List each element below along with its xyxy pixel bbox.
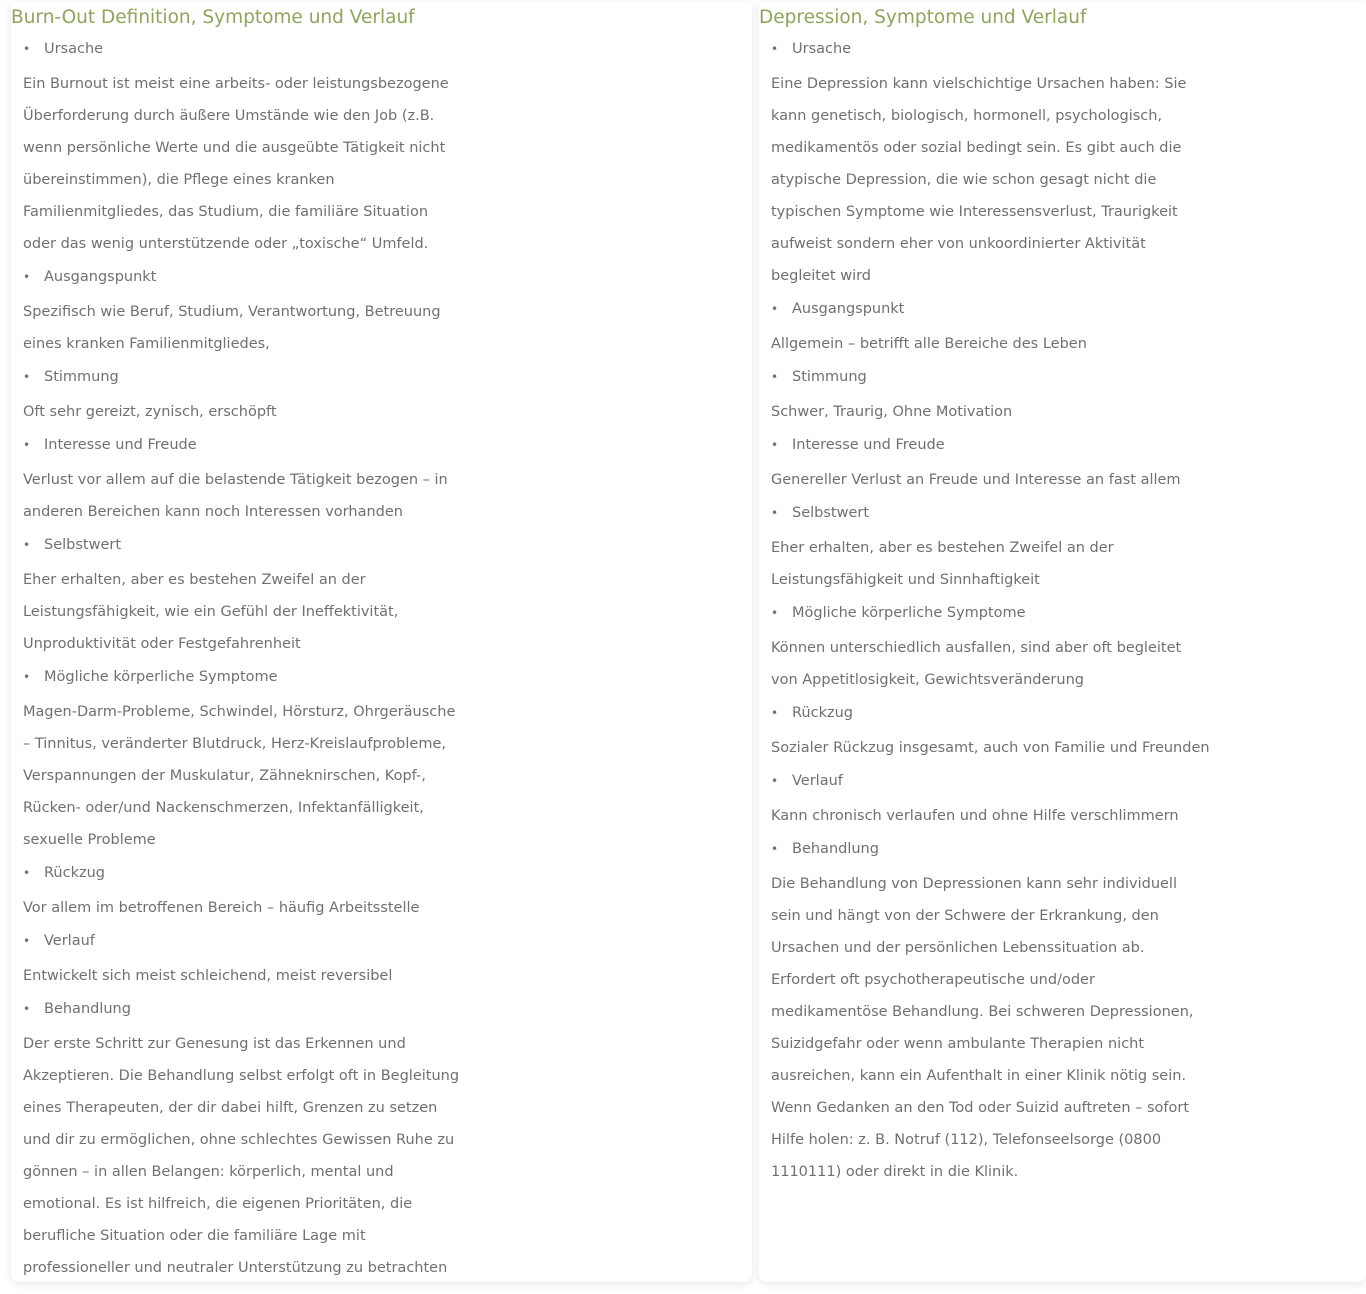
item-text: Die Behandlung von Depressionen kann sehr individuell sein und hängt von der Schwere der Erkrankung, den Ursachen und der persönlichen Lebenssituation ab. Erfordert oft psychotherapeutische und/oder medikamentöse Behandlung. Bei schweren Depressionen, Suizidgefahr oder wenn ambulante Therapien nicht ausreichen, kann ein Aufenthalt in einer Klinik nötig sein. Wenn Gedanken an den Tod oder Suizid auftreten – sofort Hilfe holen: z. B. Notruf (112), Telefonseelsorge (0800 1110111) oder direkt in die Klinik. [771,876,1194,1180]
bullet-icon: • [23,670,31,684]
bullet-icon: • [23,370,31,384]
item-heading: Ursache [44,41,104,57]
burnout-title: Burn-Out Definition, Symptome und Verlauf [11,7,415,28]
item-heading: Behandlung [44,1001,131,1017]
item-heading: Ursache [792,41,852,57]
burnout-item-interesse [23,428,463,528]
bullet-icon: • [771,302,779,316]
item-text: Spezifisch wie Beruf, Studium, Verantwortung, Betreuung eines kranken Familienmitgliedes, [23,304,441,352]
item-text: Schwer, Traurig, Ohne Motivation [771,404,1013,420]
depression-item-rueckzug [771,696,1211,764]
bullet-icon: • [771,706,779,720]
burnout-item-stimmung [23,360,463,428]
bullet-icon: • [771,774,779,788]
depression-item-stimmung [771,360,1211,428]
bullet-icon: • [771,438,779,452]
item-heading: Ausgangspunkt [44,269,157,285]
depression-title: Depression, Symptome und Verlauf [759,7,1087,28]
item-heading: Mögliche körperliche Symptome [792,605,1026,621]
item-heading: Interesse und Freude [792,437,945,453]
item-heading: Rückzug [792,705,853,721]
item-heading: Behandlung [792,841,879,857]
bullet-icon: • [771,506,779,520]
bullet-icon: • [23,270,31,284]
depression-item-ursache [771,32,1211,292]
bullet-icon: • [23,438,31,452]
burnout-item-symptome [23,660,463,856]
depression-list [771,32,1211,1188]
item-text: Können unterschiedlich ausfallen, sind aber oft begleitet von Appetitlosigkeit, Gewichtsveränderung [771,640,1182,688]
item-text: Kann chronisch verlaufen und ohne Hilfe verschlimmern [771,808,1179,824]
bullet-icon: • [771,842,779,856]
depression-item-ausgangspunkt [771,292,1211,360]
item-text: Eher erhalten, aber es bestehen Zweifel an der Leistungsfähigkeit, wie ein Gefühl der Ineffektivität, Unproduktivität oder Festgefahrenheit [23,572,399,652]
depression-column [759,0,1366,1282]
depression-item-symptome [771,596,1211,696]
item-heading: Ausgangspunkt [792,301,905,317]
item-text: Entwickelt sich meist schleichend, meist reversibel [23,968,393,984]
item-heading: Selbstwert [44,537,122,553]
bullet-icon: • [771,42,779,56]
item-heading: Interesse und Freude [44,437,197,453]
depression-item-verlauf [771,764,1211,832]
burnout-item-behandlung [23,992,463,1284]
burnout-list [23,32,463,1284]
item-text: Vor allem im betroffenen Bereich – häufig Arbeitsstelle [23,900,420,916]
depression-item-behandlung [771,832,1211,1188]
item-text: Der erste Schritt zur Genesung ist das Erkennen und Akzeptieren. Die Behandlung selbst erfolgt oft in Begleitung eines Therapeuten, der dir dabei hilft, Grenzen zu setzen und dir zu ermöglichen, ohne schlechtes Gewissen Ruhe zu gönnen – in allen Belangen: körperlich, mental und emotional. Es ist hilfreich, die eigenen Prioritäten, die berufliche Situation oder die familiäre Lage mit professioneller und neutraler Unterstützung zu betrachten [23,1036,460,1276]
item-heading: Rückzug [44,865,105,881]
bullet-icon: • [771,606,779,620]
burnout-item-ursache [23,32,463,260]
bullet-icon: • [771,370,779,384]
item-heading: Stimmung [44,369,119,385]
item-text: Magen-Darm-Probleme, Schwindel, Hörsturz, Ohrgeräusche – Tinnitus, veränderter Blutdruck, Herz-Kreislaufprobleme, Verspannungen der Muskulatur, Zähneknirschen, Kopf-, Rücken- oder/und Nackenschmerzen, Infektanfälligkeit, sexuelle Probleme [23,704,456,848]
item-heading: Selbstwert [792,505,870,521]
depression-item-interesse [771,428,1211,496]
burnout-item-ausgangspunkt [23,260,463,360]
item-heading: Mögliche körperliche Symptome [44,669,278,685]
item-text: Sozialer Rückzug insgesamt, auch von Familie und Freunden [771,740,1210,756]
item-text: Genereller Verlust an Freude und Interesse an fast allem [771,472,1181,488]
item-heading: Stimmung [792,369,867,385]
bullet-icon: • [23,1002,31,1016]
item-text: Allgemein – betrifft alle Bereiche des Leben [771,336,1087,352]
item-text: Eher erhalten, aber es bestehen Zweifel an der Leistungsfähigkeit und Sinnhaftigkeit [771,540,1114,588]
bullet-icon: • [23,934,31,948]
burnout-item-rueckzug [23,856,463,924]
depression-item-selbstwert [771,496,1211,596]
burnout-item-verlauf [23,924,463,992]
bullet-icon: • [23,866,31,880]
item-text: Ein Burnout ist meist eine arbeits- oder leistungsbezogene Überforderung durch äußere Umstände wie den Job (z.B. wenn persönliche Werte und die ausgeübte Tätigkeit nicht übereinstimmen), die Pflege eines kranken Familienmitgliedes, das Studium, die familiäre Situation oder das wenig unterstützende oder „toxische“ Umfeld. [23,76,449,252]
item-heading: Verlauf [44,933,95,949]
item-heading: Verlauf [792,773,843,789]
item-text: Oft sehr gereizt, zynisch, erschöpft [23,404,277,420]
bullet-icon: • [23,42,31,56]
bullet-icon: • [23,538,31,552]
burnout-item-selbstwert [23,528,463,660]
item-text: Eine Depression kann vielschichtige Ursachen haben: Sie kann genetisch, biologisch, hormonell, psychologisch, medikamentös oder sozial bedingt sein. Es gibt auch die atypische Depression, die wie schon gesagt nicht die typischen Symptome wie Interessensverlust, Traurigkeit aufweist sondern eher von unkoordinierter Aktivität begleitet wird [771,76,1187,284]
item-text: Verlust vor allem auf die belastende Tätigkeit bezogen – in anderen Bereichen kann noch Interessen vorhanden [23,472,448,520]
